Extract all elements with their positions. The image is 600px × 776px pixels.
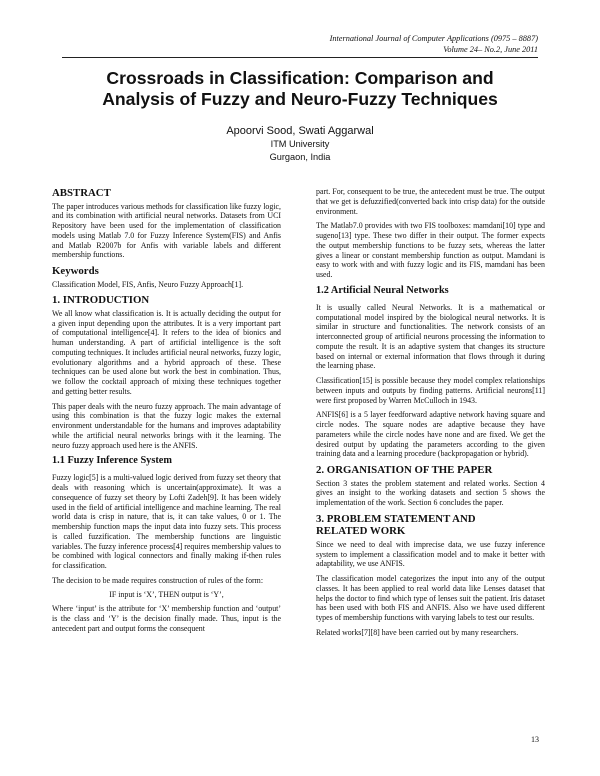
left-column [52, 187, 281, 639]
paper-title [62, 68, 538, 110]
problem-paragraph-2: The classification model categorizes the input into any of the output classes. It has been applied to real world data like Lenses dataset that helps the doctor to find which type of lenses suit the patient. Iris dataset has been used with both FIS and ANFIS. Also we have used different types of membership functions with varying labels to test our results. [316, 574, 545, 622]
authors: Apoorvi Sood, Swati Aggarwal [226, 125, 374, 137]
journal-header [330, 34, 538, 55]
affiliation-institution: ITM University [270, 139, 330, 149]
matlab-toolbox-paragraph: The Matlab7.0 provides with two FIS toolboxes: mamdani[10] type and sugeno[13] type. These two differ in their output. The former expects the output membership functions to be fuzzy sets, whereas the latter gives a linear or constant membership function as output. Mamdani is easy to work with and with fuzzy logic and its FIS, mamdani has been used. [316, 221, 545, 279]
title-line-2: Analysis of Fuzzy and Neuro-Fuzzy Techniques [102, 89, 498, 109]
organisation-paragraph: Section 3 states the problem statement and related works. Section 4 gives an insight to the working datasets and section 5 shows the implementation of the work. Section 6 concludes the paper. [316, 478, 545, 507]
journal-volume: Volume 24– No.2, June 2011 [443, 44, 538, 54]
right-column [316, 187, 545, 643]
problem-paragraph-1: Since we need to deal with imprecise data, we use fuzzy inference system to implement a classification model and to make it better with adaptability, we use ANFIS. [316, 539, 545, 569]
problem-paragraph-3: Related works[7][8] have been carried out by many researchers. [316, 627, 519, 637]
fis-heading: 1.1 Fuzzy Inference System [52, 455, 172, 467]
anfis-paragraph: ANFIS[6] is a 5 layer feedforward adaptive network having square and circle nodes. The square nodes are adaptive because they have parameters while the circle nodes have none and are fixed. We get the desired output by updating the parameters according to the given training data and a learning procedure (backpropagation or hybrid). [316, 410, 545, 459]
abstract-text: The paper introduces various methods for classification like fuzzy logic, and its combination with artificial neural networks. Datasets from UCI Repository have been used for the implementation of classification models using Matlab 7.0 for Fuzzy Inference System(FIS) and Anfis and Matlab R2007b for Anfis with variable labels and different membership functions. [52, 201, 281, 260]
fis-continued-paragraph: part. For, consequent to be true, the antecedent must be true. The output that we get is defuzzified(converted back into crisp data) for the outside environment. [316, 187, 545, 216]
ann-paragraph-1: It is usually called Neural Networks. It is a mathematical or computational model inspired by the biological neural networks. It is similar in structure and functionalities. The network consists of an interconnected group of artificial neurons processing the information to compute the result. It is an adaptive system that changes its structure based on internal or external information that flows through it during the learning phase. [316, 302, 545, 371]
fis-rule: IF input is ‘X’, THEN output is ‘Y’, [109, 589, 224, 599]
keywords-text: Classification Model, FIS, Anfis, Neuro Fuzzy Approach[1]. [52, 279, 244, 289]
problem-heading-line-2: RELATED WORK [316, 525, 406, 538]
problem-heading-line-1: 3. PROBLEM STATEMENT AND [316, 512, 476, 525]
introduction-paragraph-2: This paper deals with the neuro fuzzy approach. The main advantage of using this combination is that the fuzzy logic makes the external environment understandable for the humans and improves adaptability while the artificial neural networks brings with it the learning. The neuro fuzzy approach used here is the ANFIS. [52, 401, 281, 450]
header-rule [62, 57, 538, 58]
affiliation-location: Gurgaon, India [269, 152, 331, 162]
problem-statement-heading [316, 513, 545, 538]
page-number: 13 [531, 735, 539, 744]
ann-heading: 1.2 Artificial Neural Networks [316, 284, 449, 296]
fis-paragraph-3: Where ‘input’ is the attribute for ‘X’ membership function and ‘output’ is the class and ‘Y’ is the decision finally made. Thus, input is the antecedent part and output forms the consequent [52, 604, 281, 633]
introduction-paragraph-1: We all know what classification is. It is actually deciding the output for a given input depending upon the attributes. It is a very important part of computational intelligence[4]. It refers to the idea of bionics and human understanding. A part of artificial intelligence is the soft computing techniques. It includes artificial neural networks, fuzzy logic, evolutionary algorithms and a hybrid approach of these. These techniques can be used alone but work the best in combination. Thus, we follow the cocktail approach of mixing these techniques together and getting better results. [52, 308, 281, 396]
fis-paragraph-2: The decision to be made requires construction of rules of the form: [52, 575, 264, 585]
abstract-heading: ABSTRACT [52, 187, 111, 199]
journal-name: International Journal of Computer Applications (0975 – 8887) [329, 34, 538, 43]
title-line-1: Crossroads in Classification: Comparison and [106, 68, 494, 88]
introduction-heading: 1. INTRODUCTION [52, 294, 150, 307]
ann-paragraph-2: Classification[15] is possible because they model complex relationships between inputs and outputs by finding patterns. Artificial neurons[11] were first proposed by Warren McCulloch in 1943. [316, 376, 545, 405]
fis-paragraph-1: Fuzzy logic[5] is a multi-valued logic derived from fuzzy set theory that deals with reasoning which is uncertain(approximate). It was a consequence of fuzzy set theory by Lofti Zadeh[9]. It has been widely used in the field of artificial intelligence and machine learning. The real world data is crisp in nature, that is, it can take values, 0 or 1. The membership function maps the input data into fuzzy sets. This process is called fuzzification. The membership functions are linguistic variables. The fuzzy inference process[4] requires membership values to be combined with logical connectors and finally making if-then rules for classification. [52, 473, 281, 570]
organisation-heading: 2. ORGANISATION OF THE PAPER [316, 464, 493, 476]
keywords-heading: Keywords [52, 265, 99, 277]
